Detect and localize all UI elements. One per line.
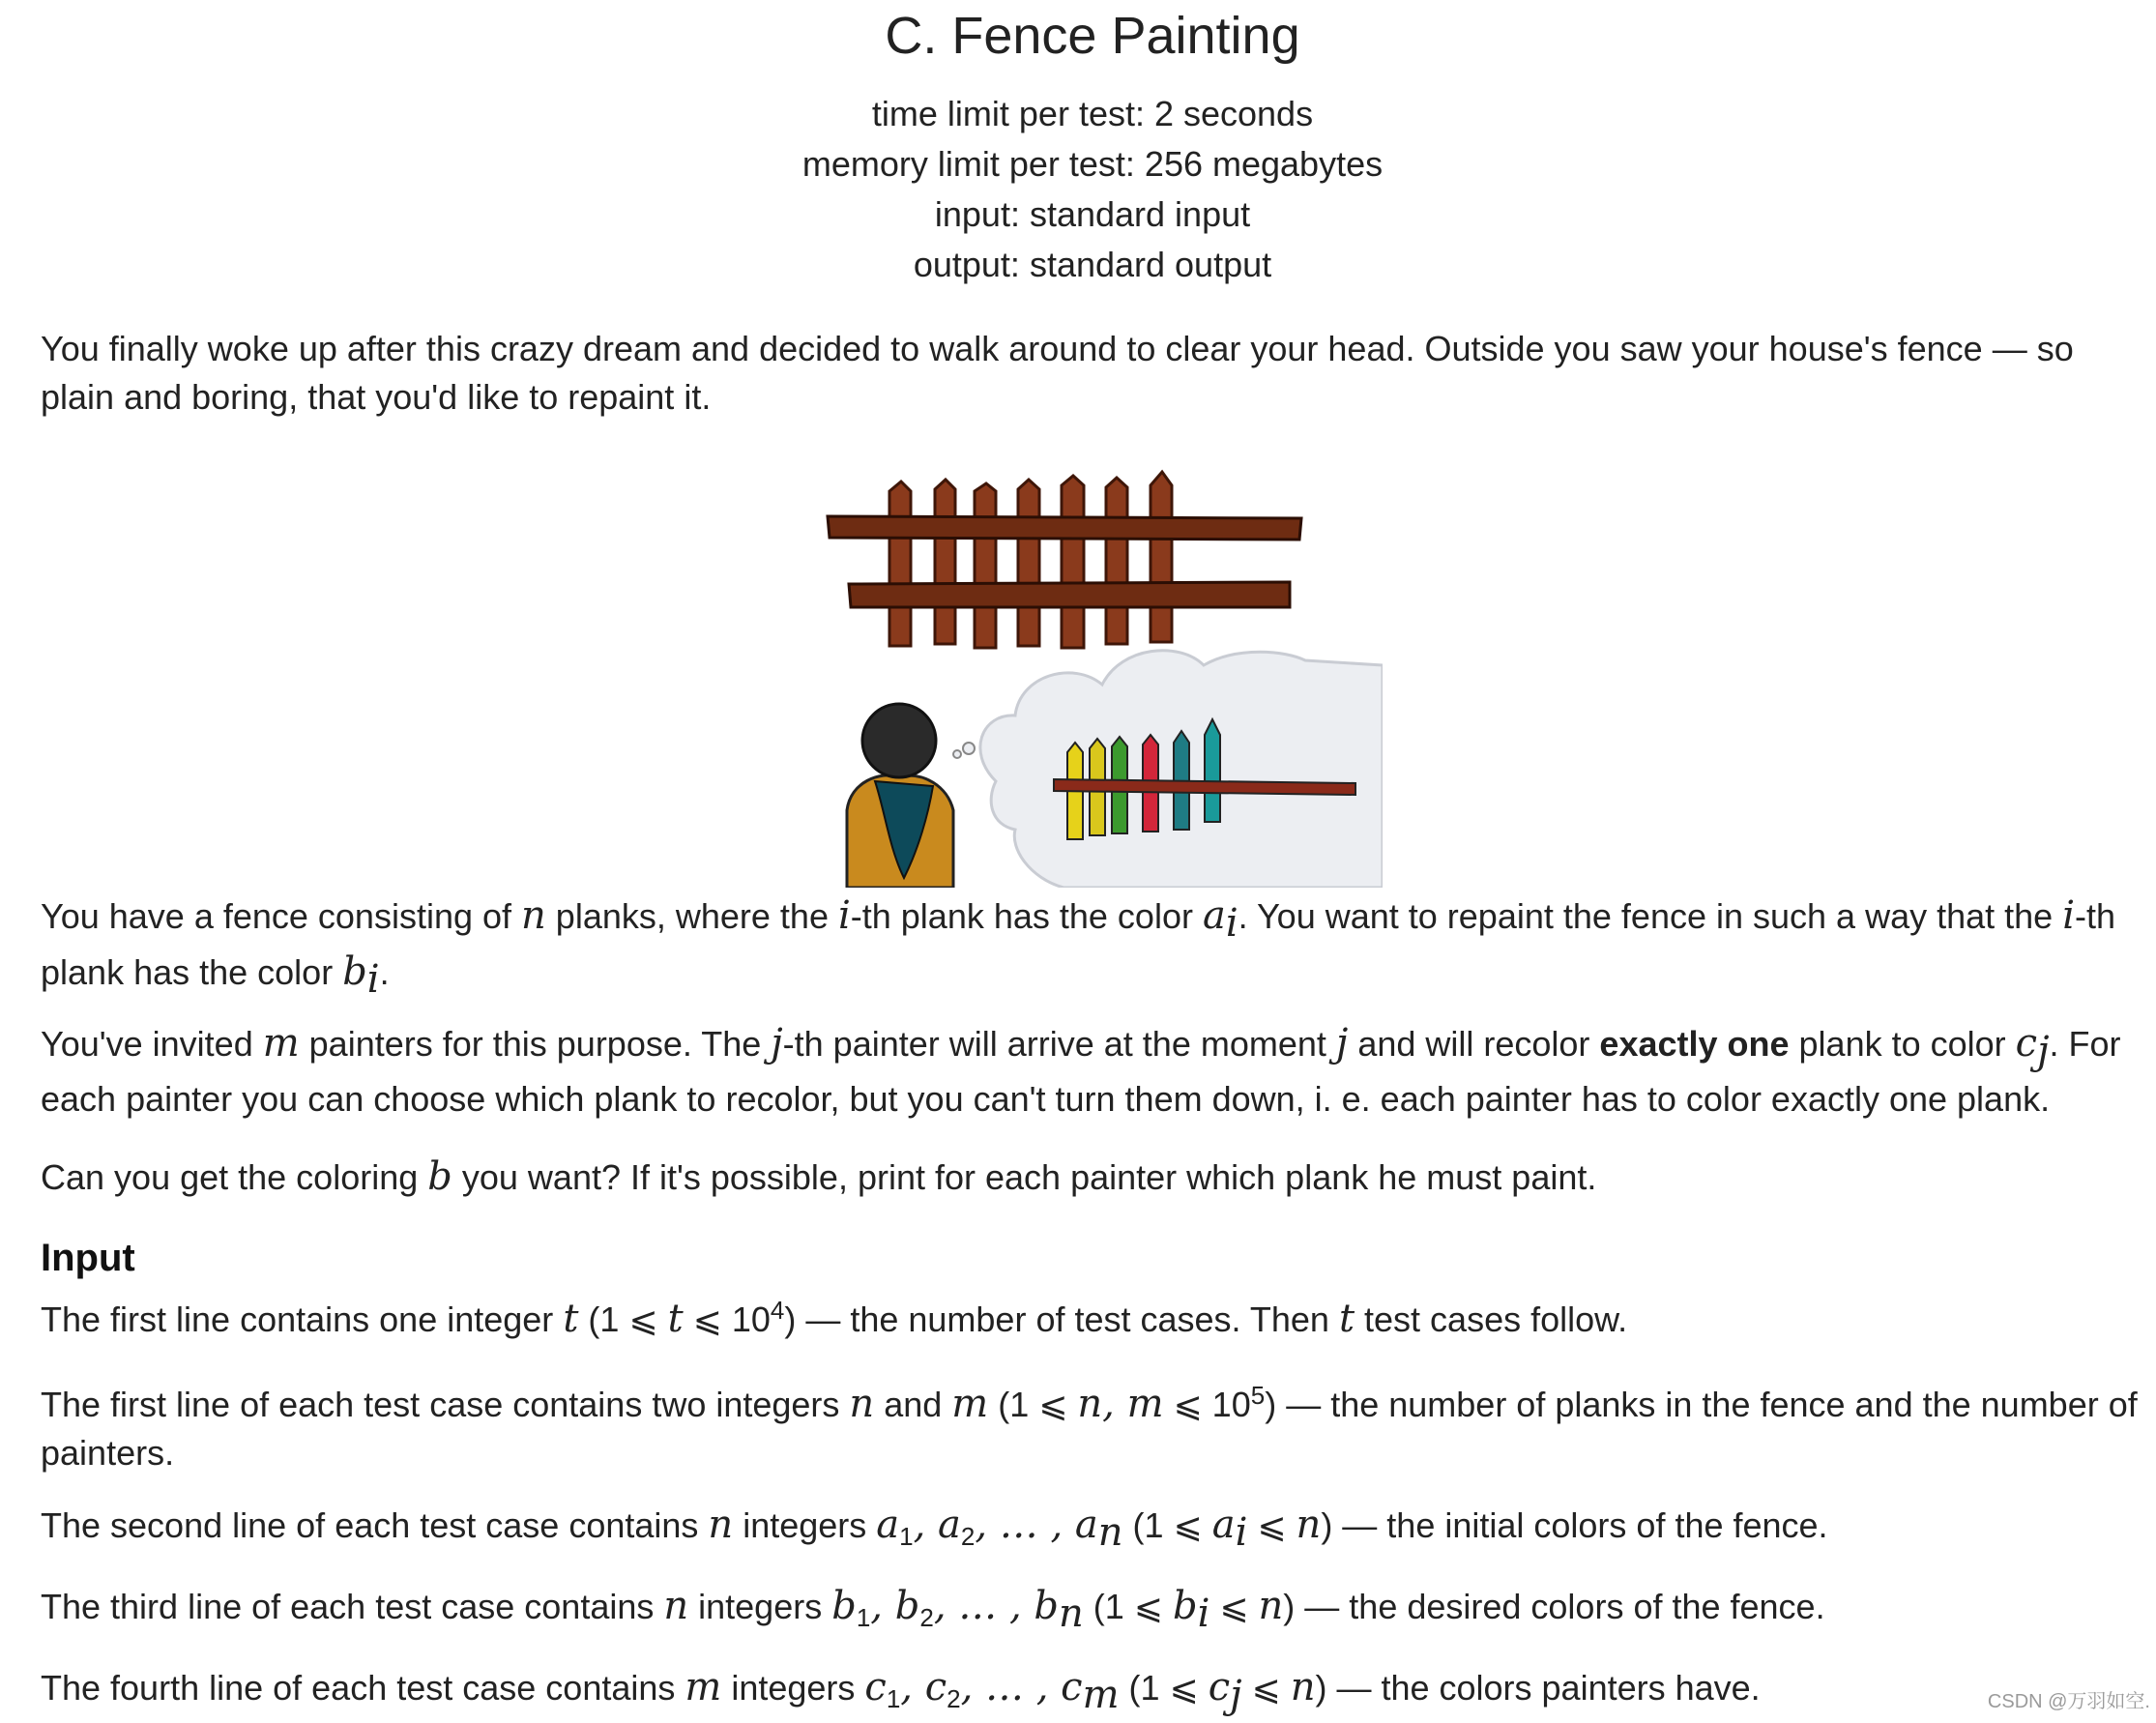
input-line-3: The second line of each test case contains n integers $a_1$, $a_2$, … , $a_n$ (1 ⩽ $a_i$ ⩽ n) — the initial colors of the fence. <box>41 1503 1828 1556</box>
input-spec: input: standard input <box>934 194 1251 234</box>
fence-illustration <box>822 462 1383 888</box>
var-i: i <box>2062 893 2075 938</box>
statement-paragraph-3: You've invited m painters for this purpose. The j-th painter will arrive at the moment j and will recolor exactly one plank to color $c_j$. For each painter you can choose which plank to recolor, but you can't turn them down, i. e. each painter has to color exactly one plank. <box>41 1021 2121 1120</box>
var-c: c <box>2015 1021 2038 1066</box>
memory-limit: memory limit per test: 256 megabytes <box>801 144 1384 184</box>
var-a: a <box>1202 893 1226 938</box>
var-b: b <box>427 1154 452 1199</box>
input-line-1: The first line contains one integer t (1 ⩽ t ⩽ $10^4$) — the number of test cases. Then t test cases follow. <box>41 1296 1628 1341</box>
var-m: m <box>262 1021 300 1066</box>
input-line-2: The first line of each test case contains two integers n and m (1 ⩽ n, m ⩽ $10^5$) — the number of planks in the fence and the number of painters. <box>41 1381 2138 1473</box>
watermark: CSDN @万羽如空. <box>1987 1691 2150 1712</box>
output-spec: output: standard output <box>913 245 1272 284</box>
statement-paragraph-4: Can you get the coloring b you want? If it's possible, print for each painter which plank he must paint. <box>41 1154 1597 1199</box>
emphasis-exactly-one: exactly one <box>1599 1024 1790 1064</box>
var-n: n <box>521 893 546 938</box>
var-i: i <box>837 893 851 938</box>
input-heading: Input <box>41 1237 135 1279</box>
wooden-fence-image <box>828 472 1301 648</box>
var-j: j <box>771 1021 783 1066</box>
time-limit: time limit per test: 2 seconds <box>871 94 1314 133</box>
thought-cloud-image <box>953 651 1383 888</box>
statement-paragraph-2: You have a fence consisting of n planks, where the i-th plank has the color $a_i$. You want to repaint the fence in such a way that the i-th plank has the color $b_i$. <box>41 893 2116 1003</box>
statement-paragraph-1: You finally woke up after this crazy dream and decided to walk around to clear your head. Outside you saw your house's fence — so plain and boring, that you'd like to repaint it. <box>41 329 2074 417</box>
var-b: b <box>342 949 367 995</box>
input-line-4: The third line of each test case contains n integers $b_1$, $b_2$, … , $b_n$ (1 ⩽ $b_i$ ⩽ n) — the desired colors of the fence. <box>41 1584 1825 1637</box>
problem-title: C. Fence Painting <box>885 7 1300 65</box>
person-image <box>847 704 953 888</box>
var-j: j <box>1335 1021 1349 1066</box>
input-line-5: The fourth line of each test case contains m integers $c_1$, $c_2$, … , $c_m$ (1 ⩽ $c_j$ ⩽ n) — the colors painters have. <box>41 1665 1761 1718</box>
